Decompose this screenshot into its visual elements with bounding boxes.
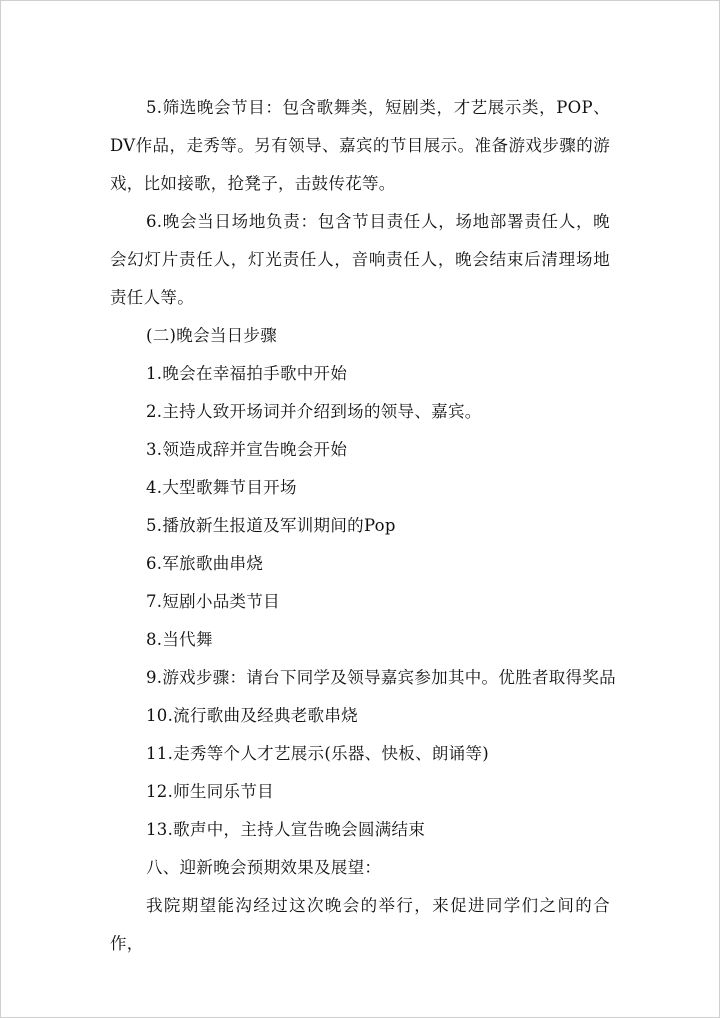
step-item: 7.短剧小品类节目 (146, 592, 280, 611)
step-item: 4.大型歌舞节目开场 (146, 478, 297, 497)
step-item: 11.走秀等个人才艺展示(乐器、快板、朗诵等) (146, 744, 490, 763)
step-item: 5.播放新生报道及军训期间的Pop (146, 516, 396, 535)
step-item: 12.师生同乐节目 (146, 782, 274, 801)
paragraph-venue-responsibility: 6.晚会当日场地负责：包含节目责任人，场地部署责任人，晚会幻灯片责任人，灯光责任人，音响责任人，晚会结束后清理场地责任人等。 (110, 212, 610, 307)
step-item: 6.军旅歌曲串烧 (146, 554, 264, 573)
step-item: 3.领造成辞并宣告晚会开始 (146, 440, 348, 459)
step-item: 10.流行歌曲及经典老歌串烧 (146, 706, 358, 725)
step-item: 8.当代舞 (146, 630, 213, 649)
step-item: 1.晚会在幸福拍手歌中开始 (146, 364, 348, 383)
document-body (110, 89, 616, 963)
paragraph-closing: 我院期望能沟经过这次晚会的举行，来促进同学们之间的合作， (110, 896, 610, 953)
step-item: 13.歌声中，主持人宣告晚会圆满结束 (146, 820, 426, 839)
section-heading-evening-steps: (二)晚会当日步骤 (146, 326, 278, 345)
step-item: 9.游戏步骤：请台下同学及领导嘉宾参加其中。优胜者取得奖品 (146, 668, 616, 687)
section-heading-expected-results: 八、迎新晚会预期效果及展望： (146, 858, 382, 877)
step-item: 2.主持人致开场词并介绍到场的领导、嘉宾。 (146, 402, 482, 421)
paragraph-program-selection: 5.筛选晚会节目：包含歌舞类，短剧类，才艺展示类，POP、DV作品，走秀等。另有领导、嘉宾的节目展示。准备游戏步骤的游戏，比如接歌，抢凳子，击鼓传花等。 (110, 98, 610, 193)
